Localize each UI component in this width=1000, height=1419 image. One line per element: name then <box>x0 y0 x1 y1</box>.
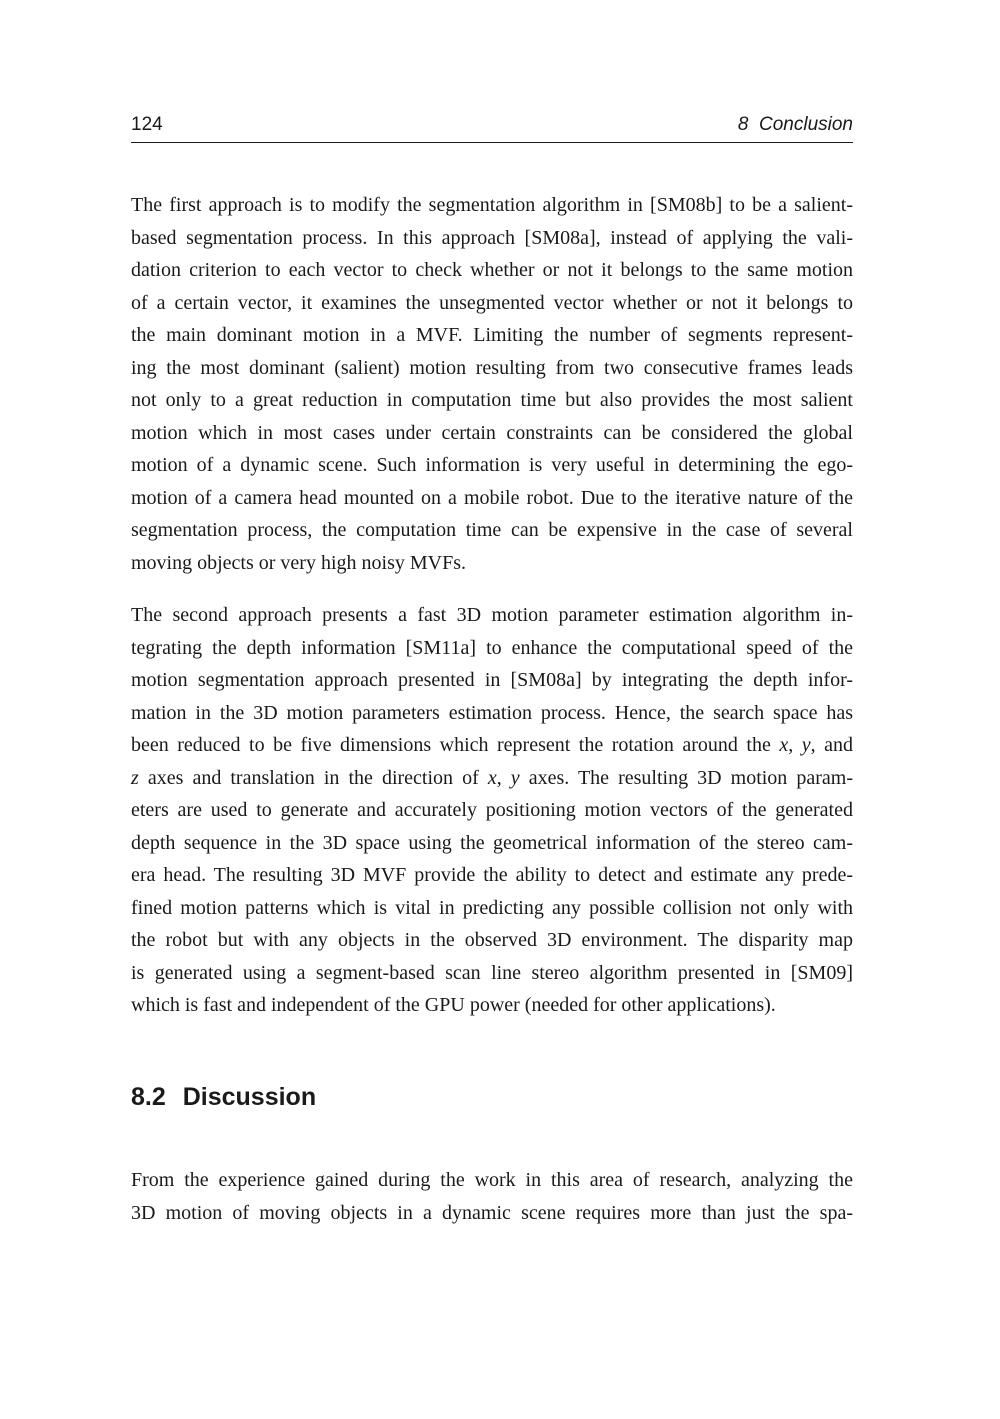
running-head <box>131 112 853 143</box>
chapter-title: 8 Conclusion <box>737 114 853 135</box>
text-line: of a certain vector, it examines the unsegmented vector whether or not it belongs to <box>131 291 853 314</box>
paragraph-first-approach <box>131 189 853 579</box>
text-line: is generated using a segment-based scan line stereo algorithm presented in [SM09] <box>131 961 853 984</box>
text-line: eters are used to generate and accurately positioning motion vectors of the generated <box>131 799 853 821</box>
text-line: motion of a dynamic scene. Such information is very useful in determining the ego- <box>131 454 853 476</box>
text-line: motion which in most cases under certain constraints can be considered the global <box>131 421 853 444</box>
text-line: been reduced to be five dimensions which represent the rotation around the x, y, and <box>131 734 854 756</box>
text-line: tegrating the depth information [SM11a] to enhance the computational speed of the <box>131 636 853 659</box>
text-line: dation criterion to each vector to check whether or not it belongs to the same motion <box>131 259 853 281</box>
text-line: moving objects or very high noisy MVFs. <box>131 551 466 574</box>
text-line: segmentation process, the computation time can be expensive in the case of several <box>131 519 853 541</box>
text-line: mation in the 3D motion parameters estimation process. Hence, the search space has <box>131 701 853 724</box>
text-line: not only to a great reduction in computation time but also provides the most salient <box>131 389 853 411</box>
text-line: ing the most dominant (salient) motion resulting from two consecutive frames leads <box>131 356 853 379</box>
text-line: the main dominant motion in a MVF. Limiting the number of segments represent- <box>131 324 853 346</box>
text-line: z axes and translation in the direction of x, y axes. The resulting 3D motion param- <box>131 766 853 789</box>
text-line: the robot but with any objects in the observed 3D environment. The disparity map <box>131 929 853 951</box>
text-line: era head. The resulting 3D MVF provide the ability to detect and estimate any prede- <box>131 864 853 886</box>
text-line: motion of a camera head mounted on a mobile robot. Due to the iterative nature of the <box>131 486 853 509</box>
section-title: Discussion <box>182 1083 317 1111</box>
text-line: The second approach presents a fast 3D motion parameter estimation algorithm in- <box>131 604 853 626</box>
text-line: motion segmentation approach presented in [SM08a] by integrating the depth infor- <box>131 669 853 691</box>
paragraph-second-approach <box>131 599 853 1022</box>
page-number: 124 <box>131 114 163 135</box>
text-line: depth sequence in the 3D space using the geometrical information of the stereo cam- <box>131 831 853 854</box>
section-number: 8.2 <box>131 1083 166 1111</box>
text-line: From the experience gained during the work in this area of research, analyzing the <box>131 1169 853 1191</box>
section-heading <box>131 1083 316 1112</box>
body-text <box>131 189 853 1042</box>
text-line: 3D motion of moving objects in a dynamic scene requires more than just the spa- <box>131 1201 853 1224</box>
text-line: The first approach is to modify the segmentation algorithm in [SM08b] to be a salient- <box>131 194 853 216</box>
body-text-discussion <box>131 1164 853 1229</box>
text-line: fined motion patterns which is vital in predicting any possible collision not only with <box>131 896 853 919</box>
text-line: based segmentation process. In this approach [SM08a], instead of applying the vali- <box>131 226 853 249</box>
text-line: which is fast and independent of the GPU power (needed for other applications). <box>131 994 776 1016</box>
